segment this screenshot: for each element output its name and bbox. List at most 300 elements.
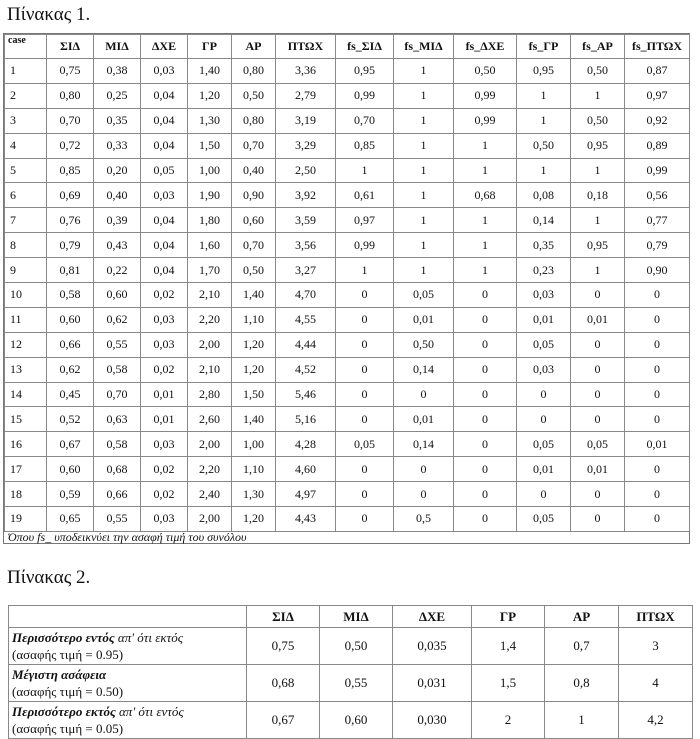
table1-cell: 0,68 — [94, 457, 141, 482]
table1-cell: 0,01 — [141, 407, 188, 432]
table2-row-label — [9, 665, 247, 702]
table1-cell: 1 — [394, 59, 454, 84]
table1-row — [5, 183, 690, 208]
table2-row-label — [9, 702, 247, 739]
table1-cell: 0,50 — [394, 332, 454, 357]
table1-cell: 1,10 — [232, 307, 276, 332]
table1-cell: 0,03 — [517, 283, 571, 308]
table2-header-cell: ΠΤΩΧ — [619, 606, 693, 628]
table2-cell: 4 — [619, 665, 693, 702]
table1-cell: 0,01 — [394, 407, 454, 432]
table1-header-cell: fs_ΜΙΔ — [394, 35, 454, 59]
table1-cell: 0,80 — [47, 83, 94, 108]
table1-cell: 0,01 — [394, 307, 454, 332]
table1-cell: 0 — [336, 283, 394, 308]
table1-cell: 0,76 — [47, 208, 94, 233]
table1-cell: 0,39 — [94, 208, 141, 233]
table1-cell: 0 — [625, 407, 690, 432]
table1-cell: 1 — [394, 183, 454, 208]
table1-cell: 0,01 — [571, 457, 625, 482]
table1-row — [5, 482, 690, 507]
table1-cell: 1,20 — [188, 83, 232, 108]
table2-row-label — [9, 628, 247, 665]
table1-cell: 0 — [336, 407, 394, 432]
table1-cell: 0 — [625, 507, 690, 532]
table2-header-row — [9, 606, 693, 628]
table1-row — [5, 83, 690, 108]
table1-cell: 0,03 — [141, 307, 188, 332]
table1-cell: 2,10 — [188, 357, 232, 382]
table1-cell: 0,04 — [141, 258, 188, 283]
table1-cell: 2,50 — [276, 158, 336, 183]
table1-case-cell: 10 — [5, 283, 47, 308]
table1-cell: 0,99 — [454, 108, 517, 133]
table1-header-cell: ΑΡ — [232, 35, 276, 59]
table1-cell: 0,89 — [625, 133, 690, 158]
table1-cell: 0,70 — [336, 108, 394, 133]
table1-header-cell: ΜΙΔ — [94, 35, 141, 59]
table1-cell: 0,50 — [571, 108, 625, 133]
table1-cell: 0,58 — [47, 283, 94, 308]
table2-cell: 0,035 — [393, 628, 472, 665]
table1-cell: 0,50 — [571, 59, 625, 84]
table1-cell: 1,90 — [188, 183, 232, 208]
table1-cell: 0 — [336, 457, 394, 482]
table1-cell: 0 — [394, 482, 454, 507]
table1-cell: 0 — [454, 432, 517, 457]
table1-cell: 1 — [394, 233, 454, 258]
table1-cell: 0,01 — [517, 457, 571, 482]
table1-case-cell: 16 — [5, 432, 47, 457]
table1-cell: 0,79 — [47, 233, 94, 258]
table1-cell: 2,10 — [188, 283, 232, 308]
table1-cell: 0,59 — [47, 482, 94, 507]
table1-cell: 0,01 — [517, 307, 571, 332]
table1-cell: 0,70 — [94, 382, 141, 407]
table1-case-cell: 6 — [5, 183, 47, 208]
table1-cell: 0,03 — [141, 507, 188, 532]
table1-footnote: Όπου fs_ υποδεικνύει την ασαφή τιμή του συνόλου — [8, 530, 247, 544]
table1-cell: 0,35 — [94, 108, 141, 133]
table1-cell: 1,20 — [232, 507, 276, 532]
table1-cell: 0,85 — [47, 158, 94, 183]
table1-cell: 0,01 — [571, 307, 625, 332]
table1-cell: 1,00 — [232, 432, 276, 457]
table1-cell: 0,92 — [625, 108, 690, 133]
table1-cell: 0,79 — [625, 233, 690, 258]
table1-cell: 0,18 — [571, 183, 625, 208]
table1-cell: 0,80 — [232, 59, 276, 84]
table1-cell: 0 — [336, 357, 394, 382]
table1-cell: 4,44 — [276, 332, 336, 357]
table1-case-cell: 19 — [5, 507, 47, 532]
table1-cell: 2,00 — [188, 332, 232, 357]
table1-case-cell: 1 — [5, 59, 47, 84]
table1-header-cell: ΓΡ — [188, 35, 232, 59]
table1-cell: 0,80 — [232, 108, 276, 133]
table1 — [4, 34, 690, 532]
table1-cell: 0,70 — [47, 108, 94, 133]
table1-cell: 0 — [571, 357, 625, 382]
table1-cell: 0,45 — [47, 382, 94, 407]
table1-cell: 0,03 — [141, 332, 188, 357]
table1-case-cell: 8 — [5, 233, 47, 258]
table1-cell: 0,97 — [336, 208, 394, 233]
table1-case-cell: 5 — [5, 158, 47, 183]
table1-cell: 0,60 — [47, 457, 94, 482]
table1-cell: 1 — [336, 158, 394, 183]
table1-cell: 0,99 — [625, 158, 690, 183]
table2-cell: 4,2 — [619, 702, 693, 739]
table1-cell: 0,50 — [517, 133, 571, 158]
table1-cell: 1 — [454, 258, 517, 283]
table1-header-cell: ΣΙΔ — [47, 35, 94, 59]
table1-cell: 1,00 — [188, 158, 232, 183]
table1-cell: 0,52 — [47, 407, 94, 432]
table1-cell: 0,85 — [336, 133, 394, 158]
table1-cell: 0,20 — [94, 158, 141, 183]
table1-cell: 0,40 — [232, 158, 276, 183]
table1-cell: 4,97 — [276, 482, 336, 507]
table1-header-cell: fs_ΑΡ — [571, 35, 625, 59]
table1-cell: 0,95 — [571, 133, 625, 158]
table1-cell: 3,29 — [276, 133, 336, 158]
table1-cell: 1 — [454, 233, 517, 258]
table2-header-cell — [9, 606, 247, 628]
table1-cell: 0 — [625, 457, 690, 482]
table1-cell: 0,14 — [394, 432, 454, 457]
table1-cell: 0,33 — [94, 133, 141, 158]
table1-cell: 3,27 — [276, 258, 336, 283]
table1-cell: 1,80 — [188, 208, 232, 233]
table2-header-cell: ΓΡ — [472, 606, 545, 628]
table1-case-cell: 17 — [5, 457, 47, 482]
table1-cell: 4,55 — [276, 307, 336, 332]
table1-cell: 4,70 — [276, 283, 336, 308]
table1-cell: 4,43 — [276, 507, 336, 532]
table1-cell: 0,55 — [94, 507, 141, 532]
table1-cell: 5,16 — [276, 407, 336, 432]
table1-cell: 0,60 — [232, 208, 276, 233]
table1-cell: 0,58 — [94, 357, 141, 382]
table1-header-cell: fs_ΓΡ — [517, 35, 571, 59]
table1-case-cell: 7 — [5, 208, 47, 233]
table1-cell: 0,5 — [394, 507, 454, 532]
table1-title: Πίνακας 1. — [7, 4, 91, 25]
table1-cell: 0,02 — [141, 357, 188, 382]
table1-cell: 0,14 — [517, 208, 571, 233]
table1-cell: 0,03 — [141, 59, 188, 84]
table1-cell: 0 — [454, 357, 517, 382]
table1-cell: 0,50 — [232, 258, 276, 283]
table1-cell: 3,59 — [276, 208, 336, 233]
table1-cell: 0,68 — [454, 183, 517, 208]
row-label-main: Περισσότερο εντός — [12, 630, 115, 645]
table1-cell: 1 — [336, 258, 394, 283]
table2-cell: 1 — [545, 702, 619, 739]
table1-cell: 0,55 — [94, 332, 141, 357]
table1-cell: 0 — [454, 283, 517, 308]
table1-cell: 2,60 — [188, 407, 232, 432]
table2-cell: 0,50 — [320, 628, 393, 665]
table1-cell: 0 — [571, 382, 625, 407]
table1-cell: 3,19 — [276, 108, 336, 133]
table1-case-cell: 14 — [5, 382, 47, 407]
table1-container — [3, 33, 690, 544]
table2-row — [9, 702, 693, 739]
table1-cell: 0,50 — [232, 83, 276, 108]
table1-cell: 0,70 — [232, 133, 276, 158]
row-label-sub: (ασαφής τιμή = 0.95) — [12, 647, 124, 662]
table1-cell: 0 — [336, 332, 394, 357]
table1-cell: 0,60 — [94, 283, 141, 308]
table1-cell: 0 — [625, 482, 690, 507]
table1-cell: 2,80 — [188, 382, 232, 407]
table1-cell: 0 — [454, 382, 517, 407]
table1-case-cell: 15 — [5, 407, 47, 432]
table1-cell: 0,04 — [141, 233, 188, 258]
table2-cell: 0,75 — [247, 628, 320, 665]
table1-cell: 2,20 — [188, 457, 232, 482]
table1-cell: 0,02 — [141, 457, 188, 482]
table1-cell: 2,00 — [188, 432, 232, 457]
table1-row — [5, 233, 690, 258]
row-label-sub: (ασαφής τιμή = 0.05) — [12, 721, 124, 736]
table1-cell: 1 — [394, 208, 454, 233]
table1-cell: 0,43 — [94, 233, 141, 258]
table1-cell: 0 — [571, 482, 625, 507]
table1-cell: 0,77 — [625, 208, 690, 233]
table1-cell: 0,40 — [94, 183, 141, 208]
table2-cell: 0,7 — [545, 628, 619, 665]
table1-row — [5, 407, 690, 432]
table1-header-cell: fs_ΣΙΔ — [336, 35, 394, 59]
table1-cell: 0,69 — [47, 183, 94, 208]
table1-cell: 0 — [625, 357, 690, 382]
table1-cell: 0 — [571, 407, 625, 432]
row-label-main: Περισσότερο εκτός — [12, 704, 116, 719]
table1-cell: 4,60 — [276, 457, 336, 482]
table1-case-cell: 12 — [5, 332, 47, 357]
table1-cell: 0,14 — [394, 357, 454, 382]
table1-cell: 2,40 — [188, 482, 232, 507]
table1-cell: 0 — [625, 332, 690, 357]
table1-cell: 1 — [394, 108, 454, 133]
table1-row — [5, 507, 690, 532]
table1-case-cell: 18 — [5, 482, 47, 507]
table1-cell: 0 — [454, 507, 517, 532]
table1-cell: 4,28 — [276, 432, 336, 457]
table1-cell: 0 — [454, 407, 517, 432]
table1-header-cell: fs_ΔΧΕ — [454, 35, 517, 59]
table1-cell: 0,25 — [94, 83, 141, 108]
table1-cell: 0,02 — [141, 482, 188, 507]
table2-header-cell: ΣΙΔ — [247, 606, 320, 628]
table1-row — [5, 357, 690, 382]
table1-case-cell: 3 — [5, 108, 47, 133]
table2-row — [9, 628, 693, 665]
table1-cell: 0,72 — [47, 133, 94, 158]
table1-cell: 1 — [571, 258, 625, 283]
table1-cell: 1 — [517, 158, 571, 183]
table1-cell: 0,02 — [141, 283, 188, 308]
table1-cell: 0,35 — [517, 233, 571, 258]
table1-cell: 0,90 — [625, 258, 690, 283]
table1-header-cell: case — [5, 35, 47, 59]
table1-cell: 2,20 — [188, 307, 232, 332]
table1-cell: 0,04 — [141, 133, 188, 158]
row-label-rest: απ' ότι εκτός — [114, 630, 184, 645]
table2-cell: 0,67 — [247, 702, 320, 739]
table1-cell: 3,56 — [276, 233, 336, 258]
table1-cell: 1,20 — [232, 357, 276, 382]
table1-cell: 0,08 — [517, 183, 571, 208]
table1-cell: 0 — [336, 382, 394, 407]
table1-cell: 0,05 — [517, 432, 571, 457]
table1-cell: 0,90 — [232, 183, 276, 208]
table1-cell: 0,62 — [47, 357, 94, 382]
table1-cell: 0 — [394, 382, 454, 407]
table2-cell: 0,031 — [393, 665, 472, 702]
table1-cell: 0,67 — [47, 432, 94, 457]
table1-case-cell: 9 — [5, 258, 47, 283]
table1-cell: 3,92 — [276, 183, 336, 208]
table1-cell: 2,79 — [276, 83, 336, 108]
table1-cell: 0,60 — [47, 307, 94, 332]
table1-cell: 1,30 — [188, 108, 232, 133]
table1-cell: 0 — [517, 382, 571, 407]
table1-cell: 0,58 — [94, 432, 141, 457]
table1-cell: 0,99 — [336, 233, 394, 258]
table1-cell: 0,97 — [625, 83, 690, 108]
row-label-main: Μέγιστη ασάφεια — [12, 667, 107, 682]
table1-row — [5, 59, 690, 84]
table1-row — [5, 432, 690, 457]
table1-cell: 1 — [454, 158, 517, 183]
table1-case-cell: 4 — [5, 133, 47, 158]
table1-row — [5, 307, 690, 332]
table1-cell: 0,03 — [141, 432, 188, 457]
table1-cell: 0,01 — [141, 382, 188, 407]
table1-row — [5, 133, 690, 158]
table1-cell: 0,05 — [336, 432, 394, 457]
table1-cell: 0,99 — [336, 83, 394, 108]
table1-case-cell: 11 — [5, 307, 47, 332]
table1-cell: 0,75 — [47, 59, 94, 84]
table1-cell: 1,40 — [188, 59, 232, 84]
table1-cell: 1,40 — [232, 283, 276, 308]
table1-cell: 1 — [394, 83, 454, 108]
table1-cell: 0 — [454, 457, 517, 482]
table1-header-cell: ΠΤΩΧ — [276, 35, 336, 59]
table1-cell: 0,61 — [336, 183, 394, 208]
table1-cell: 0,87 — [625, 59, 690, 84]
table2-cell: 0,68 — [247, 665, 320, 702]
table1-cell: 0,05 — [394, 283, 454, 308]
table1-cell: 0 — [625, 382, 690, 407]
table1-cell: 0,66 — [47, 332, 94, 357]
table2-header-cell: ΔΧΕ — [393, 606, 472, 628]
table1-cell: 1 — [571, 208, 625, 233]
table1-cell: 1,40 — [232, 407, 276, 432]
table1-row — [5, 332, 690, 357]
table1-cell: 5,46 — [276, 382, 336, 407]
table1-cell: 0,05 — [517, 507, 571, 532]
table2-cell: 2 — [472, 702, 545, 739]
table1-cell: 1 — [394, 158, 454, 183]
table1-cell: 1,20 — [232, 332, 276, 357]
table1-cell: 0,03 — [141, 183, 188, 208]
table1-cell: 0 — [454, 482, 517, 507]
table1-cell: 1 — [517, 108, 571, 133]
table1-cell: 0 — [336, 307, 394, 332]
table2-cell: 1,5 — [472, 665, 545, 702]
table1-cell: 0 — [517, 407, 571, 432]
table1-cell: 3,36 — [276, 59, 336, 84]
table2-cell: 0,030 — [393, 702, 472, 739]
table1-cell: 1,50 — [188, 133, 232, 158]
table1-cell: 0,22 — [94, 258, 141, 283]
table1-cell: 0 — [625, 283, 690, 308]
table1-cell: 0,04 — [141, 208, 188, 233]
table1-cell: 0,03 — [517, 357, 571, 382]
table2-row — [9, 665, 693, 702]
table2-cell: 0,55 — [320, 665, 393, 702]
table1-cell: 0,70 — [232, 233, 276, 258]
table1-cell: 1,50 — [232, 382, 276, 407]
table1-header-cell: ΔΧΕ — [141, 35, 188, 59]
table1-cell: 0,01 — [625, 432, 690, 457]
table1-cell: 0,05 — [571, 432, 625, 457]
table1-cell: 0,66 — [94, 482, 141, 507]
table1-cell: 0 — [394, 457, 454, 482]
table1-cell: 1,70 — [188, 258, 232, 283]
row-label-sub: (ασαφής τιμή = 0.50) — [12, 684, 124, 699]
row-label-rest: απ' ότι εντός — [115, 704, 184, 719]
table1-cell: 0 — [336, 482, 394, 507]
table1-cell: 1 — [454, 133, 517, 158]
table1-cell: 0,04 — [141, 108, 188, 133]
table1-row — [5, 382, 690, 407]
table1-cell: 0,23 — [517, 258, 571, 283]
table1-cell: 1,10 — [232, 457, 276, 482]
table1-cell: 0,95 — [336, 59, 394, 84]
table1-cell: 0,81 — [47, 258, 94, 283]
table1-cell: 0 — [517, 482, 571, 507]
table1-cell: 0 — [454, 332, 517, 357]
table1-cell: 0 — [571, 332, 625, 357]
table1-cell: 0,56 — [625, 183, 690, 208]
table1-header-row — [5, 35, 690, 59]
table1-cell: 0,95 — [571, 233, 625, 258]
table1-cell: 1 — [454, 208, 517, 233]
table1-cell: 1 — [394, 258, 454, 283]
table2-cell: 3 — [619, 628, 693, 665]
table1-cell: 0,62 — [94, 307, 141, 332]
table1-row — [5, 158, 690, 183]
table1-cell: 1,30 — [232, 482, 276, 507]
table2-cell: 0,60 — [320, 702, 393, 739]
table1-header-cell: fs_ΠΤΩΧ — [625, 35, 690, 59]
table1-case-cell: 13 — [5, 357, 47, 382]
table2-cell: 1,4 — [472, 628, 545, 665]
table1-cell: 0 — [571, 507, 625, 532]
table1-cell: 0,05 — [141, 158, 188, 183]
table1-cell: 0,50 — [454, 59, 517, 84]
table1-cell: 0,99 — [454, 83, 517, 108]
table1-cell: 4,52 — [276, 357, 336, 382]
table1-cell: 1 — [394, 133, 454, 158]
